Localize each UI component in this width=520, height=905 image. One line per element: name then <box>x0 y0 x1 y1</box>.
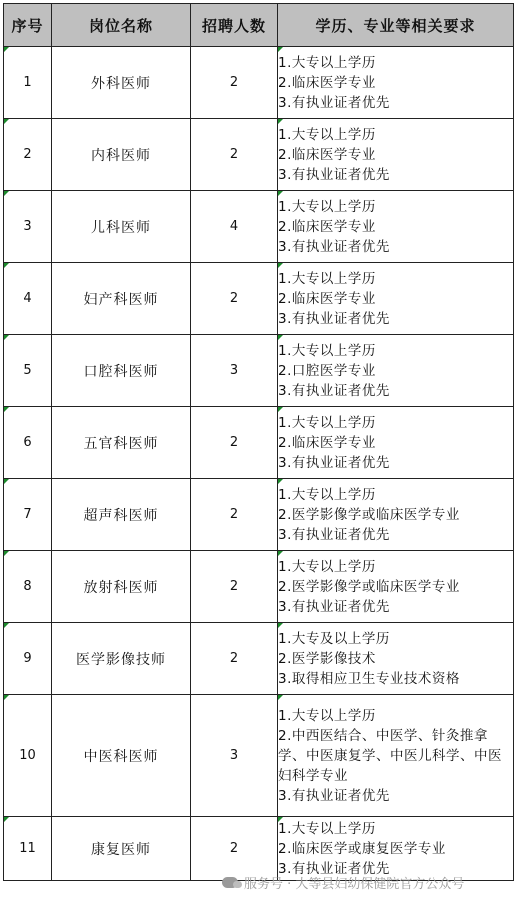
recruitment-table <box>3 3 514 881</box>
requirements-cell <box>278 695 514 817</box>
hiring-count: 3 <box>191 335 278 407</box>
cell-marker-icon <box>278 695 283 700</box>
requirement-line: 1.大专以上学历 <box>278 414 376 431</box>
row-number-text: 8 <box>23 579 32 594</box>
requirements-cell <box>278 817 514 881</box>
requirement-line: 3.取得相应卫生专业技术资格 <box>278 670 460 687</box>
requirement-line: 1.大专以上学历 <box>278 126 376 143</box>
cell-marker-icon <box>278 191 283 196</box>
row-number-text: 10 <box>19 748 36 763</box>
requirement-line: 1.大专以上学历 <box>278 820 376 837</box>
wechat-icon <box>222 877 238 888</box>
hiring-count: 4 <box>191 191 278 263</box>
hiring-count: 2 <box>191 407 278 479</box>
hiring-count: 2 <box>191 47 278 119</box>
requirement-line: 1.大专以上学历 <box>278 54 376 71</box>
position-title: 内科医师 <box>52 119 191 191</box>
table-row <box>4 47 514 119</box>
header-requirements: 学历、专业等相关要求 <box>278 4 514 47</box>
table-row <box>4 479 514 551</box>
cell-marker-icon <box>278 335 283 340</box>
cell-marker-icon <box>278 263 283 268</box>
row-number-text: 6 <box>23 435 32 450</box>
table-row <box>4 551 514 623</box>
row-number <box>4 479 52 551</box>
cell-marker-icon <box>278 623 283 628</box>
requirement-line: 1.大专以上学历 <box>278 342 376 359</box>
cell-marker-icon <box>278 817 283 822</box>
requirement-line: 2.临床医学专业 <box>278 434 376 451</box>
hiring-count: 2 <box>191 551 278 623</box>
position-title: 放射科医师 <box>52 551 191 623</box>
row-number <box>4 191 52 263</box>
hiring-count: 2 <box>191 263 278 335</box>
table-row <box>4 119 514 191</box>
position-title: 中医科医师 <box>52 695 191 817</box>
hiring-count: 2 <box>191 119 278 191</box>
requirements-cell <box>278 623 514 695</box>
row-number <box>4 695 52 817</box>
requirement-line: 3.有执业证者优先 <box>278 94 390 111</box>
cell-marker-icon <box>4 695 9 700</box>
position-title: 外科医师 <box>52 47 191 119</box>
cell-marker-icon <box>4 817 9 822</box>
requirement-line: 2.临床医学或康复医学专业 <box>278 840 446 857</box>
cell-marker-icon <box>4 407 9 412</box>
row-number-text: 7 <box>23 507 32 522</box>
requirement-line: 3.有执业证者优先 <box>278 598 390 615</box>
row-number-text: 2 <box>23 147 32 162</box>
hiring-count: 3 <box>191 695 278 817</box>
hiring-count: 2 <box>191 623 278 695</box>
row-number-text: 11 <box>19 841 36 856</box>
cell-marker-icon <box>278 407 283 412</box>
requirements-cell <box>278 551 514 623</box>
requirement-line: 1.大专以上学历 <box>278 198 376 215</box>
requirement-line: 3.有执业证者优先 <box>278 860 390 877</box>
table-row <box>4 407 514 479</box>
requirement-line: 3.有执业证者优先 <box>278 166 390 183</box>
position-title: 超声科医师 <box>52 479 191 551</box>
header-row <box>4 4 514 47</box>
row-number-text: 5 <box>23 363 32 378</box>
cell-marker-icon <box>278 47 283 52</box>
row-number <box>4 817 52 881</box>
requirement-line: 2.口腔医学专业 <box>278 362 376 379</box>
cell-marker-icon <box>4 47 9 52</box>
requirements-cell <box>278 479 514 551</box>
table-row <box>4 191 514 263</box>
row-number-text: 1 <box>23 75 32 90</box>
cell-marker-icon <box>4 551 9 556</box>
requirement-line: 3.有执业证者优先 <box>278 238 390 255</box>
requirements-cell <box>278 335 514 407</box>
position-title: 五官科医师 <box>52 407 191 479</box>
header-count: 招聘人数 <box>191 4 278 47</box>
cell-marker-icon <box>4 623 9 628</box>
header-no: 序号 <box>4 4 52 47</box>
requirement-line: 2.医学影像学或临床医学专业 <box>278 506 460 523</box>
requirement-line: 2.临床医学专业 <box>278 146 376 163</box>
requirement-line: 2.中西医结合、中医学、针灸推拿学、中医康复学、中医儿科学、中医妇科学专业 <box>278 727 502 784</box>
requirement-line: 1.大专以上学历 <box>278 270 376 287</box>
requirement-line: 3.有执业证者优先 <box>278 382 390 399</box>
requirement-line: 1.大专以上学历 <box>278 486 376 503</box>
requirement-line: 1.大专以上学历 <box>278 707 376 724</box>
cell-marker-icon <box>4 335 9 340</box>
requirements-cell <box>278 47 514 119</box>
table-row <box>4 695 514 817</box>
hiring-count: 2 <box>191 817 278 881</box>
requirement-line: 1.大专以上学历 <box>278 558 376 575</box>
requirement-line: 1.大专及以上学历 <box>278 630 390 647</box>
watermark-text: 服务号 · 大等县妇幼保健院官方公众号 <box>244 877 465 892</box>
cell-marker-icon <box>4 191 9 196</box>
requirements-cell <box>278 407 514 479</box>
requirement-line: 3.有执业证者优先 <box>278 310 390 327</box>
cell-marker-icon <box>4 479 9 484</box>
position-title: 儿科医师 <box>52 191 191 263</box>
requirement-line: 2.临床医学专业 <box>278 290 376 307</box>
row-number <box>4 407 52 479</box>
table-row <box>4 623 514 695</box>
requirement-line: 2.临床医学专业 <box>278 218 376 235</box>
requirement-line: 3.有执业证者优先 <box>278 454 390 471</box>
row-number-text: 9 <box>23 651 32 666</box>
requirement-line: 3.有执业证者优先 <box>278 526 390 543</box>
watermark <box>222 873 464 892</box>
cell-marker-icon <box>278 551 283 556</box>
requirement-line: 2.医学影像学或临床医学专业 <box>278 578 460 595</box>
row-number-text: 3 <box>23 219 32 234</box>
cell-marker-icon <box>4 263 9 268</box>
cell-marker-icon <box>278 119 283 124</box>
hiring-count: 2 <box>191 479 278 551</box>
requirements-cell <box>278 119 514 191</box>
row-number <box>4 623 52 695</box>
row-number <box>4 335 52 407</box>
requirements-cell <box>278 191 514 263</box>
row-number <box>4 119 52 191</box>
position-title: 口腔科医师 <box>52 335 191 407</box>
table-row <box>4 817 514 881</box>
requirement-line: 2.临床医学专业 <box>278 74 376 91</box>
cell-marker-icon <box>4 119 9 124</box>
row-number <box>4 551 52 623</box>
table-row <box>4 263 514 335</box>
row-number <box>4 47 52 119</box>
header-title: 岗位名称 <box>52 4 191 47</box>
position-title: 康复医师 <box>52 817 191 881</box>
requirement-line: 2.医学影像技术 <box>278 650 376 667</box>
requirements-cell <box>278 263 514 335</box>
requirement-line: 3.有执业证者优先 <box>278 787 390 804</box>
row-number-text: 4 <box>23 291 32 306</box>
table-row <box>4 335 514 407</box>
position-title: 妇产科医师 <box>52 263 191 335</box>
position-title: 医学影像技师 <box>52 623 191 695</box>
row-number <box>4 263 52 335</box>
cell-marker-icon <box>278 479 283 484</box>
